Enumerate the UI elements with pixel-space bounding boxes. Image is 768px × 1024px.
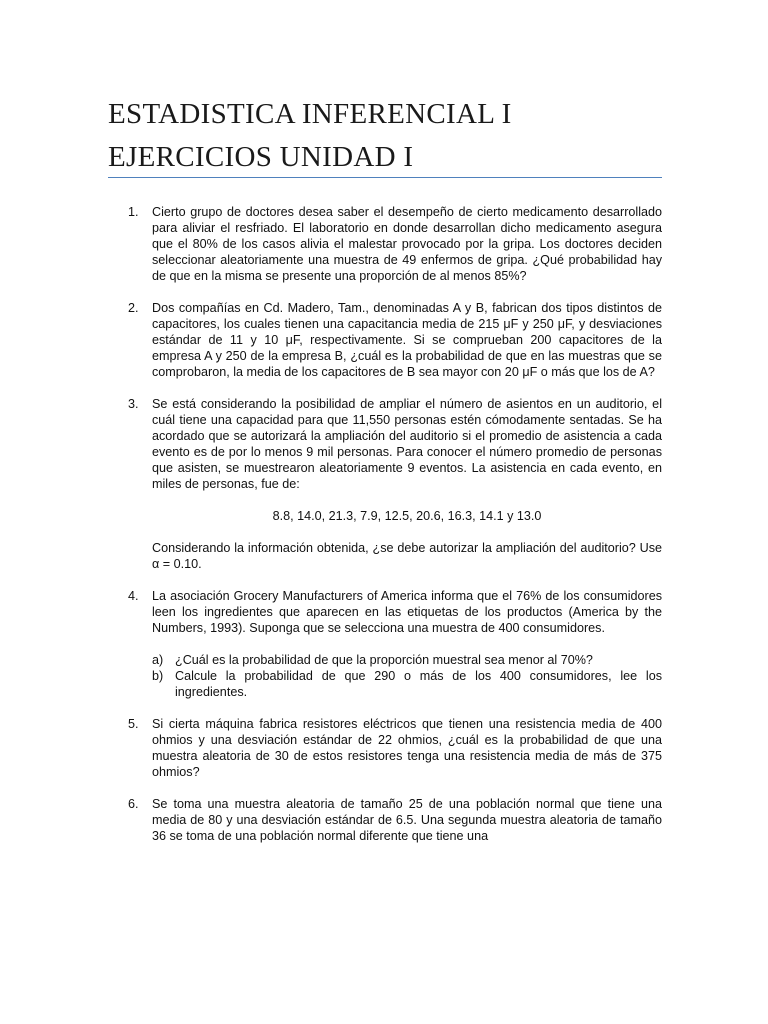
exercise-number: 3. — [128, 397, 139, 411]
title-line-2: EJERCICIOS UNIDAD I — [108, 141, 414, 173]
exercise-number: 2. — [128, 301, 139, 315]
subitem-list — [0, 652, 768, 700]
exercise-text: Si cierta máquina fabrica resistores eléctricos que tienen una resistencia media de 400 ohmios y una desviación estándar de 22 ohmios, ¿cuál es la probabilidad de que una muestra aleatoria de 30 de estos resistores tenga una resistencia media de más de 375 ohmios? — [152, 717, 662, 779]
exercise-text: Dos compañías en Cd. Madero, Tam., denominadas A y B, fabrican dos tipos distintos de capacitores, los cuales tienen una capacitancia media de 215 μF y 250 μF, y desviaciones estándar de 11 y 10 μF, respectivamente. Si se comprueban 200 capacitores de la empresa A y 250 de la empresa B, ¿cuál es la probabilidad de que en las muestras que se comprobaron, la media de los capacitores de B sea mayor con 20 μF o más que los de A? — [152, 301, 662, 379]
subitem-label: a) — [152, 653, 164, 667]
exercise-number: 1. — [128, 205, 139, 219]
subitem-b — [0, 668, 768, 700]
exercise-text: Se toma una muestra aleatoria de tamaño 25 de una población normal que tiene una media de 80 y una desviación estándar de 6.5. Una segunda muestra aleatoria de tamaño 36 se toma de una población normal diferente que tiene una — [152, 797, 662, 843]
exercise-2 — [0, 300, 768, 380]
exercise-followup: Considerando la información obtenida, ¿se debe autorizar la ampliación del auditorio? Use α = 0.10. — [152, 541, 662, 571]
attendance-data: 8.8, 14.0, 21.3, 7.9, 12.5, 20.6, 16.3, 14.1 y 13.0 — [272, 509, 542, 523]
exercise-5 — [0, 716, 768, 780]
title-line-1: ESTADISTICA INFERENCIAL I — [108, 98, 512, 130]
subitem-text: ¿Cuál es la probabilidad de que la proporción muestral sea menor al 70%? — [175, 653, 593, 667]
exercise-3 — [0, 396, 768, 572]
subitem-a — [0, 652, 768, 668]
exercise-number: 6. — [128, 797, 139, 811]
exercise-6 — [0, 796, 768, 844]
exercise-4 — [0, 588, 768, 700]
exercise-number: 5. — [128, 717, 139, 731]
exercise-number: 4. — [128, 589, 139, 603]
subitem-label: b) — [152, 669, 164, 683]
exercise-text: Cierto grupo de doctores desea saber el desempeño de cierto medicamento desarrollado para aliviar el resfriado. El laboratorio en donde desarrollan dicho medicamento asegura que el 80% de los casos alivia el malestar provocado por la gripa. Los doctores deciden seleccionar aleatoriamente una muestra de 49 enfermos de gripa. ¿Qué probabilidad hay de que en la misma se presente una proporción de al menos 85%? — [152, 205, 662, 283]
title-underline — [108, 177, 662, 178]
exercise-text: La asociación Grocery Manufacturers of America informa que el 76% de los consumidores leen los ingredientes que aparecen en las etiquetas de los productos (America by the Numbers, 1993). Suponga que se selecciona una muestra de 400 consumidores. — [152, 589, 662, 635]
exercise-list — [0, 204, 768, 860]
exercise-1 — [0, 204, 768, 284]
exercise-text: Se está considerando la posibilidad de ampliar el número de asientos en un auditorio, el cuál tiene una capacidad para que 11,550 personas estén cómodamente sentadas. Se ha acordado que se autorizará la ampliación del auditorio si el promedio de asistencia a cada evento es de por lo menos 9 mil personas. Para conocer el número promedio de personas que asisten, se muestrearon aleatoriamente 9 eventos. La asistencia en cada evento, en miles de personas, fue de: — [152, 397, 662, 491]
document-title — [108, 93, 668, 179]
subitem-text: Calcule la probabilidad de que 290 o más de los 400 consumidores, lee los ingredientes. — [175, 669, 662, 699]
